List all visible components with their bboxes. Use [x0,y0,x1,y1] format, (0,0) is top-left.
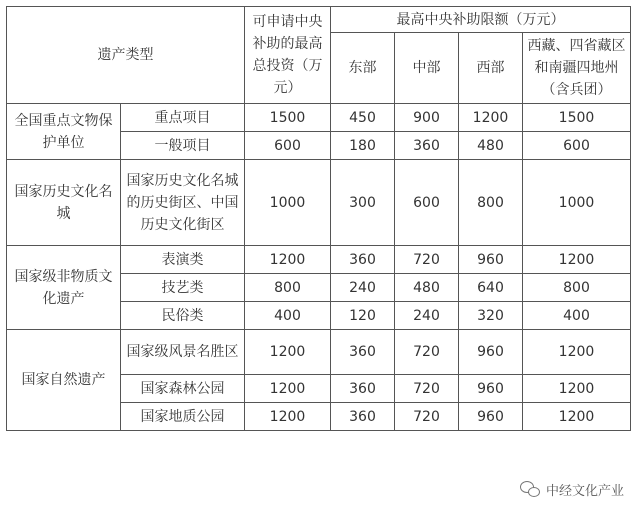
subsidy-table [6,6,631,431]
east-cell: 180 [331,132,395,160]
west-cell: 320 [459,302,523,330]
max-total-header [245,7,331,104]
total-cell: 1200 [245,375,331,403]
central-cell: 900 [395,104,459,132]
subcategory: 重点项目 [121,104,245,132]
east-cell: 360 [331,375,395,403]
header-row-1 [7,7,631,33]
central-cell: 720 [395,375,459,403]
total-cell: 400 [245,302,331,330]
table-row [7,160,631,246]
west-cell: 960 [459,375,523,403]
total-cell: 1200 [245,246,331,274]
special-region-header-text: 西藏、四省藏区和南疆四地州（含兵团） [527,38,626,98]
total-cell: 1000 [245,160,331,246]
special-cell: 1000 [523,160,631,246]
subcategory: 民俗类 [121,302,245,330]
west-cell: 640 [459,274,523,302]
watermark [520,478,624,500]
group-name-text: 国家自然遗产 [21,372,106,388]
special-cell: 600 [523,132,631,160]
group-name [7,104,121,160]
limit-header: 最高中央补助限额（万元） [331,7,631,33]
subcategory: 一般项目 [121,132,245,160]
east-cell: 450 [331,104,395,132]
special-cell: 1200 [523,246,631,274]
east-cell: 360 [331,246,395,274]
west-cell: 1200 [459,104,523,132]
group-name [7,246,121,330]
central-cell: 720 [395,330,459,375]
wechat-icon [520,480,542,498]
subcategory [121,160,245,246]
east-cell: 300 [331,160,395,246]
special-cell: 800 [523,274,631,302]
east-cell: 360 [331,330,395,375]
group-name [7,330,121,431]
table-row [7,104,631,132]
east-cell: 240 [331,274,395,302]
subcategory: 表演类 [121,246,245,274]
special-cell: 400 [523,302,631,330]
west-cell: 960 [459,403,523,431]
subcategory-text: 国家历史文化名城的历史街区、中国历史文化街区 [126,172,239,233]
total-cell: 600 [245,132,331,160]
central-cell: 240 [395,302,459,330]
west-cell: 960 [459,330,523,375]
west-cell: 960 [459,246,523,274]
subcategory: 国家森林公园 [121,375,245,403]
watermark-text: 中经文化产业 [546,483,625,499]
special-cell: 1200 [523,330,631,375]
subcategory-text: 国家级风景名胜区 [126,344,239,360]
group-name [7,160,121,246]
central-cell: 720 [395,246,459,274]
total-cell: 1200 [245,330,331,375]
total-cell: 1500 [245,104,331,132]
table-row [7,246,631,274]
total-cell: 800 [245,274,331,302]
group-name-text: 国家级非物质文化遗产 [14,268,113,307]
central-header: 中部 [395,33,459,104]
east-cell: 360 [331,403,395,431]
special-cell: 1200 [523,375,631,403]
central-cell: 600 [395,160,459,246]
special-region-header [523,33,631,104]
west-cell: 800 [459,160,523,246]
subcategory: 技艺类 [121,274,245,302]
central-cell: 360 [395,132,459,160]
group-name-text: 国家历史文化名城 [14,183,113,222]
east-header: 东部 [331,33,395,104]
group-name-text: 全国重点文物保护单位 [14,112,113,151]
max-total-header-text: 可申请中央补助的最高总投资（万元） [252,14,323,96]
wechat-bubble-small [528,487,540,497]
special-cell: 1500 [523,104,631,132]
total-cell: 1200 [245,403,331,431]
west-cell: 480 [459,132,523,160]
subcategory [121,330,245,375]
table-row [7,330,631,375]
heritage-type-header: 遗产类型 [7,7,245,104]
east-cell: 120 [331,302,395,330]
special-cell: 1200 [523,403,631,431]
central-cell: 480 [395,274,459,302]
central-cell: 720 [395,403,459,431]
west-header: 西部 [459,33,523,104]
subcategory: 国家地质公园 [121,403,245,431]
